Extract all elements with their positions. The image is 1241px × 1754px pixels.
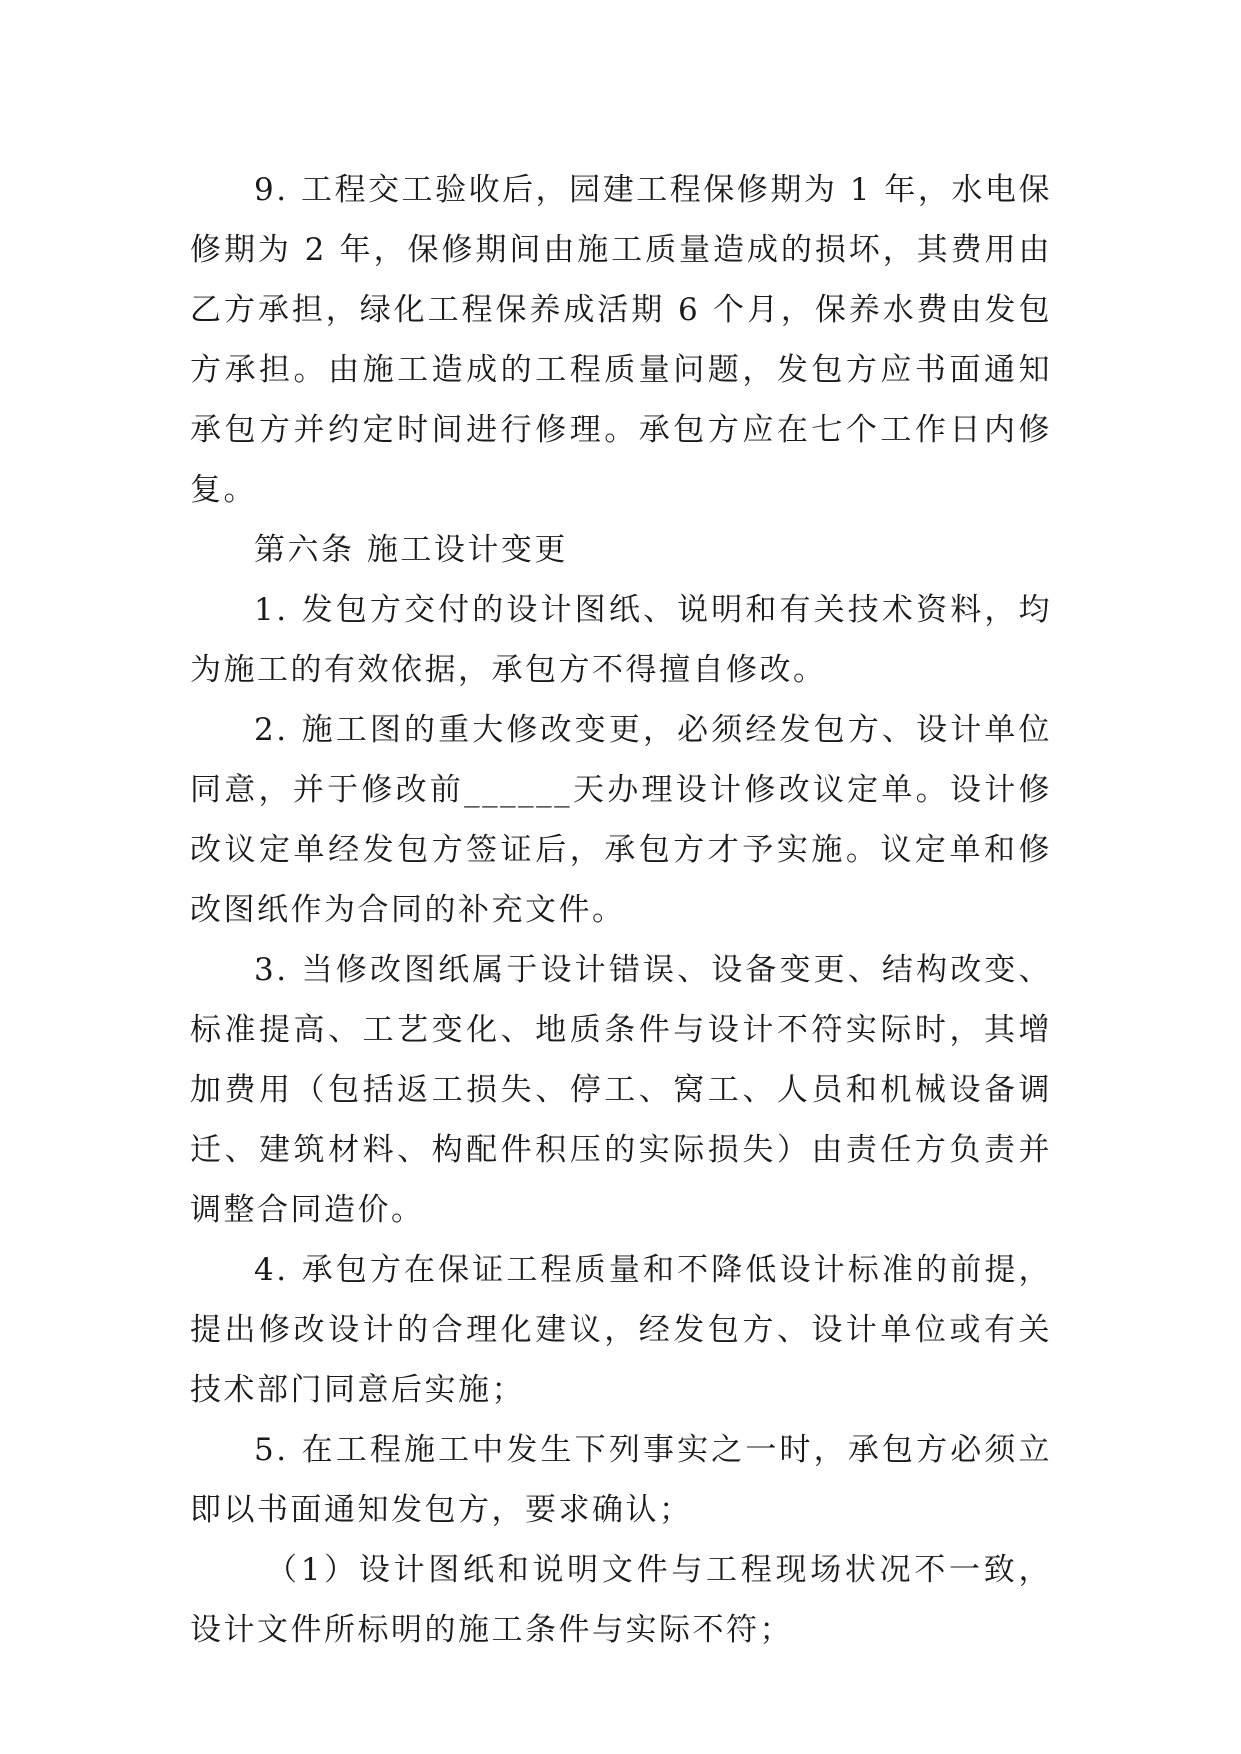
paragraph-item-2: 2. 施工图的重大修改变更，必须经发包方、设计单位同意，并于修改前______天办理设计修改议定单。设计修改议定单经发包方签证后，承包方才予实施。议定单和修改图纸作为合同的补充文件。 xyxy=(190,712,1052,928)
document-body xyxy=(190,160,1052,1660)
paragraph-item-1: 1. 发包方交付的设计图纸、说明和有关技术资料，均为施工的有效依据，承包方不得擅自修改。 xyxy=(190,592,1052,688)
paragraph-subitem-1: （1）设计图纸和说明文件与工程现场状况不一致，设计文件所标明的施工条件与实际不符； xyxy=(190,1552,1052,1648)
paragraph-item-4: 4. 承包方在保证工程质量和不降低设计标准的前提，提出修改设计的合理化建议，经发包方、设计单位或有关技术部门同意后实施； xyxy=(190,1252,1052,1408)
paragraph-warranty: 9. 工程交工验收后，园建工程保修期为 1 年，水电保修期为 2 年，保修期间由施工质量造成的损坏，其费用由乙方承担，绿化工程保养成活期 6 个月，保养水费由发包方承担。由施工造成的工程质量问题，发包方应书面通知承包方并约定时间进行修理。承包方应在七个工作日内修复。 xyxy=(190,172,1052,508)
paragraph-item-3: 3. 当修改图纸属于设计错误、设备变更、结构改变、标准提高、工艺变化、地质条件与设计不符实际时，其增加费用（包括返工损失、停工、窝工、人员和机械设备调迁、建筑材料、构配件积压的实际损失）由责任方负责并调整合同造价。 xyxy=(190,952,1052,1228)
section-heading-design-change: 第六条 施工设计变更 xyxy=(254,532,568,568)
paragraph-item-5: 5. 在工程施工中发生下列事实之一时，承包方必须立即以书面通知发包方，要求确认； xyxy=(190,1432,1052,1528)
